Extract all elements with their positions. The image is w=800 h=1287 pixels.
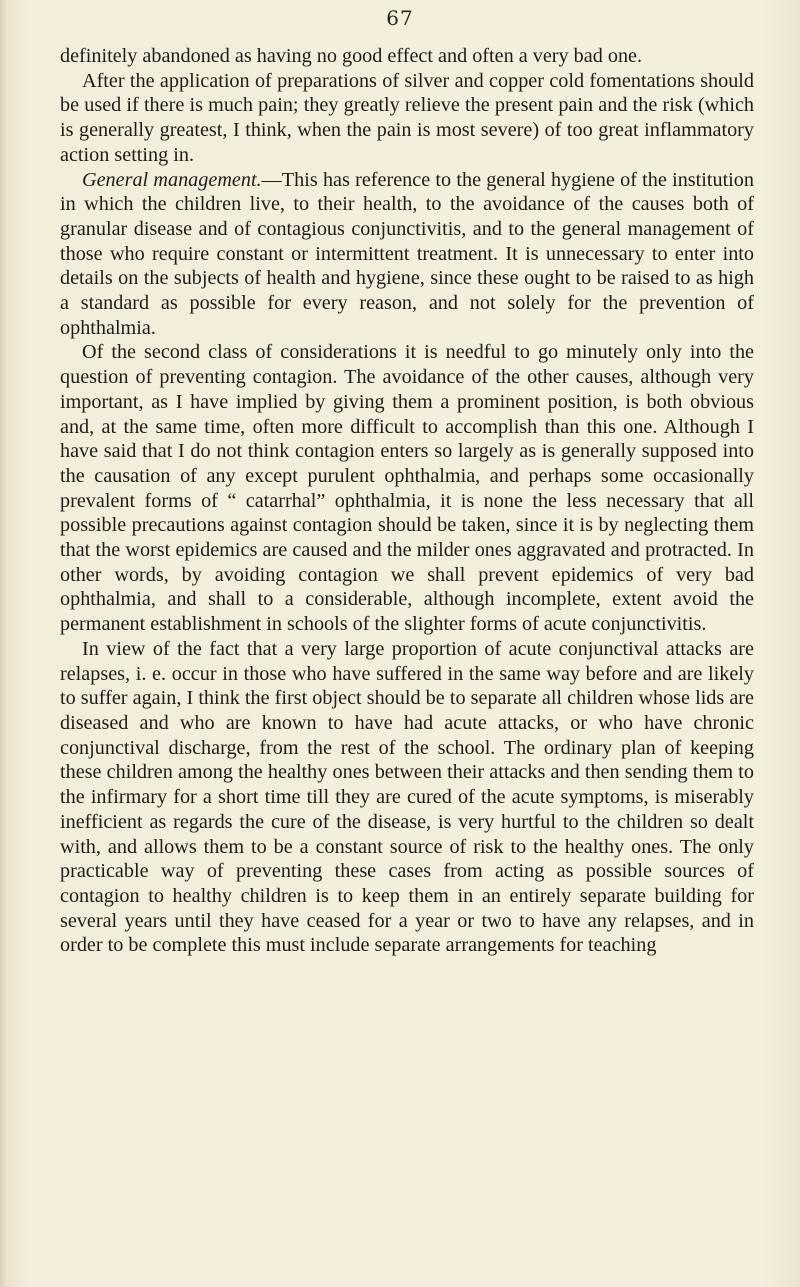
paragraph-general-management-text: —This has reference to the general hygiene of the institution in which the children live, to their health, to the avoidance of the causes both of granular disease and of contagious conjunctivitis, and to the general management of those who require constant or intermittent treatment. It is unnecessary to enter into details on the subjects of health and hygiene, since these ought to be raised to as high a standard as possible for every reason, and not solely for the prevention of ophthalmia.: [60, 168, 754, 339]
paragraph-second-class: Of the second class of considerations it is needful to go minutely only into the question of preventing contagion. The avoidance of the other causes, although very important, as I have implied by giving them a prominent position, is both obvious and, at the same time, often more difficult to accomplish than this one. Although I have said that I do not think contagion enters so largely as is generally supposed into the causation of any except purulent ophthalmia, and perhaps some occasionally prevalent forms of “ catarrhal” ophthalmia, it is none the less necessary that all possible precautions against contagion should be taken, since it is by neglecting them that the worst epidemics are caused and the milder ones aggravated and protracted. In other words, by avoiding contagion we shall prevent epidemics of very bad ophthalmia, and shall to a considerable, although incomplete, extent avoid the permanent establishment in schools of the slighter forms of acute conjunctivitis.: [60, 341, 754, 636]
paragraph-general-management: [60, 168, 754, 341]
paragraph-continued: definitely abandoned as having no good effect and often a very bad one.: [60, 45, 643, 67]
paragraph-silver-copper: After the application of preparations of silver and copper cold fomentations should be used if there is much pain; they greatly relieve the present pain and the risk (which is generally greatest, I think, when the pain is most severe) of too great inflammatory action setting in.: [60, 69, 754, 166]
page-number: 67: [386, 6, 414, 30]
binding-edge: [0, 0, 8, 1287]
paragraph-relapses: In view of the fact that a very large proportion of acute conjunctival attacks are relapses, i. e. occur in those who have suffered in the same way before and are likely to suffer again, I think the first object should be to separate all children whose lids are diseased and who are known to have had acute attacks, or who have chronic conjunctival discharge, from the rest of the school. The ordinary plan of keeping these children among the healthy ones between their attacks and then sending them to the infirmary for a short time till they are cured of the acute symptoms, is miserably inefficient as regards the cure of the disease, is very hurtful to the children so dealt with, and allows them to be a constant source of risk to the healthy ones. The only practicable way of preventing these cases from acting as possible sources of contagion to healthy children is to keep them in an entirely separate building for several years until they have ceased for a year or two to have any relapses, and in order to be complete this must include separate arrangements for teaching: [60, 637, 754, 957]
body-text: [60, 44, 754, 958]
section-heading: General management.: [82, 168, 262, 191]
